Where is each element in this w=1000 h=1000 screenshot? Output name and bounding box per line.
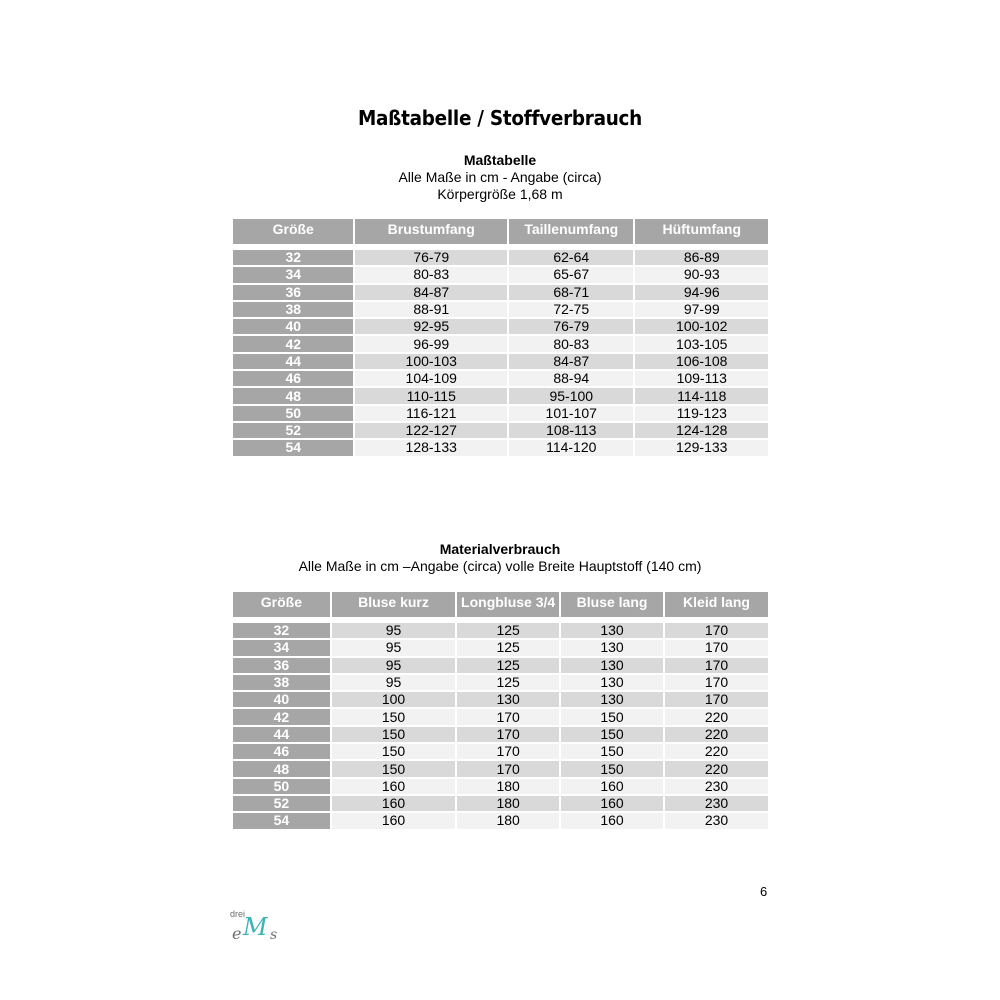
table-row — [233, 302, 768, 317]
measure-value-cell: 104-109 — [355, 371, 507, 386]
measure-value-cell: 124-128 — [635, 423, 768, 438]
material-value-cell: 170 — [665, 623, 768, 638]
material-size-cell: 50 — [233, 779, 330, 794]
table-row — [233, 267, 768, 282]
material-value-cell: 230 — [665, 813, 768, 828]
table-row — [233, 727, 768, 742]
table-row — [233, 692, 768, 707]
measure-value-cell: 95-100 — [509, 388, 633, 403]
measure-value-cell: 68-71 — [509, 285, 633, 300]
measure-size-cell: 32 — [233, 250, 353, 265]
logo-text-m: M — [243, 913, 268, 941]
material-value-cell: 170 — [457, 744, 559, 759]
measure-size-cell: 40 — [233, 319, 353, 334]
measure-value-cell: 114-120 — [509, 440, 633, 455]
measure-value-cell: 62-64 — [509, 250, 633, 265]
material-header-0: Größe — [233, 592, 330, 617]
measure-value-cell: 76-79 — [355, 250, 507, 265]
material-header-3: Bluse lang — [561, 592, 663, 617]
table-row — [233, 406, 768, 421]
measure-value-cell: 84-87 — [355, 285, 507, 300]
material-value-cell: 125 — [457, 658, 559, 673]
table-row — [233, 779, 768, 794]
material-value-cell: 220 — [665, 709, 768, 724]
material-value-cell: 160 — [332, 779, 455, 794]
material-value-cell: 130 — [561, 623, 663, 638]
material-value-cell: 95 — [332, 675, 455, 690]
material-size-cell: 52 — [233, 796, 330, 811]
measure-value-cell: 100-103 — [355, 354, 507, 369]
measure-value-cell: 122-127 — [355, 423, 507, 438]
material-section-heading-block — [0, 541, 1000, 575]
table-row — [233, 250, 768, 265]
measure-value-cell: 128-133 — [355, 440, 507, 455]
material-value-cell: 150 — [332, 744, 455, 759]
material-value-cell: 130 — [457, 692, 559, 707]
material-value-cell: 150 — [332, 761, 455, 776]
table-row — [233, 354, 768, 369]
measure-value-cell: 94-96 — [635, 285, 768, 300]
measure-value-cell: 65-67 — [509, 267, 633, 282]
material-value-cell: 220 — [665, 761, 768, 776]
measure-value-cell: 110-115 — [355, 388, 507, 403]
logo-text-s: s — [270, 927, 278, 943]
material-value-cell: 95 — [332, 658, 455, 673]
material-value-cell: 180 — [457, 779, 559, 794]
material-spacer — [233, 619, 768, 621]
measure-value-cell: 84-87 — [509, 354, 633, 369]
measure-value-cell: 76-79 — [509, 319, 633, 334]
measure-spacer — [233, 246, 768, 248]
material-value-cell: 170 — [665, 658, 768, 673]
measure-value-cell: 119-123 — [635, 406, 768, 421]
material-size-cell: 54 — [233, 813, 330, 828]
material-value-cell: 130 — [561, 675, 663, 690]
material-size-cell: 32 — [233, 623, 330, 638]
table-row — [233, 371, 768, 386]
table-row — [233, 675, 768, 690]
material-value-cell: 125 — [457, 623, 559, 638]
material-value-cell: 160 — [561, 779, 663, 794]
material-table — [231, 590, 770, 831]
table-row — [233, 388, 768, 403]
measure-size-cell: 48 — [233, 388, 353, 403]
measure-size-cell: 44 — [233, 354, 353, 369]
material-section-heading: Materialverbrauch — [439, 541, 561, 557]
measure-value-cell: 100-102 — [635, 319, 768, 334]
measure-header-1: Brustumfang — [355, 219, 507, 244]
table-row — [233, 336, 768, 351]
material-value-cell: 150 — [561, 727, 663, 742]
measure-value-cell: 129-133 — [635, 440, 768, 455]
table-row — [233, 796, 768, 811]
measure-value-cell: 86-89 — [635, 250, 768, 265]
material-value-cell: 180 — [457, 813, 559, 828]
measure-value-cell: 106-108 — [635, 354, 768, 369]
logo-text-e: e — [232, 924, 242, 943]
measure-value-cell: 108-113 — [509, 423, 633, 438]
material-value-cell: 220 — [665, 727, 768, 742]
measure-size-cell: 42 — [233, 336, 353, 351]
material-value-cell: 160 — [332, 796, 455, 811]
material-value-cell: 100 — [332, 692, 455, 707]
measure-size-cell: 52 — [233, 423, 353, 438]
measure-value-cell: 109-113 — [635, 371, 768, 386]
material-value-cell: 160 — [561, 813, 663, 828]
material-header-4: Kleid lang — [665, 592, 768, 617]
material-value-cell: 130 — [561, 658, 663, 673]
table-row — [233, 658, 768, 673]
material-value-cell: 180 — [457, 796, 559, 811]
measure-value-cell: 72-75 — [509, 302, 633, 317]
measure-size-cell: 34 — [233, 267, 353, 282]
measure-header-2: Taillenumfang — [509, 219, 633, 244]
material-size-cell: 46 — [233, 744, 330, 759]
table-row — [233, 813, 768, 828]
material-value-cell: 125 — [457, 675, 559, 690]
measure-section-body-height: Körpergröße 1,68 m — [437, 186, 563, 202]
material-value-cell: 160 — [561, 796, 663, 811]
table-row — [233, 423, 768, 438]
material-size-cell: 34 — [233, 640, 330, 655]
material-value-cell: 130 — [561, 640, 663, 655]
measure-value-cell: 114-118 — [635, 388, 768, 403]
measure-value-cell: 90-93 — [635, 267, 768, 282]
measure-value-cell: 80-83 — [509, 336, 633, 351]
table-row — [233, 319, 768, 334]
measure-size-cell: 46 — [233, 371, 353, 386]
measure-value-cell: 96-99 — [355, 336, 507, 351]
material-value-cell: 220 — [665, 744, 768, 759]
measure-value-cell: 88-94 — [509, 371, 633, 386]
measure-value-cell: 103-105 — [635, 336, 768, 351]
material-header-2: Longbluse 3/4 — [457, 592, 559, 617]
material-value-cell: 170 — [457, 761, 559, 776]
measure-size-cell: 54 — [233, 440, 353, 455]
measure-value-cell: 80-83 — [355, 267, 507, 282]
material-value-cell: 95 — [332, 640, 455, 655]
logo-text-drei: drei — [230, 909, 246, 919]
measure-header-0: Größe — [233, 219, 353, 244]
material-value-cell: 170 — [665, 692, 768, 707]
table-row — [233, 640, 768, 655]
material-size-cell: 48 — [233, 761, 330, 776]
material-value-cell: 95 — [332, 623, 455, 638]
measure-header-3: Hüftumfang — [635, 219, 768, 244]
measure-table — [231, 217, 770, 458]
material-value-cell: 150 — [332, 727, 455, 742]
measure-section-heading: Maßtabelle — [463, 152, 537, 168]
measure-value-cell: 101-107 — [509, 406, 633, 421]
material-value-cell: 130 — [561, 692, 663, 707]
table-row — [233, 285, 768, 300]
material-value-cell: 150 — [332, 709, 455, 724]
table-row — [233, 440, 768, 455]
material-value-cell: 150 — [561, 744, 663, 759]
measure-size-cell: 36 — [233, 285, 353, 300]
measure-value-cell: 92-95 — [355, 319, 507, 334]
material-value-cell: 170 — [665, 640, 768, 655]
table-row — [233, 744, 768, 759]
material-value-cell: 170 — [457, 709, 559, 724]
material-value-cell: 150 — [561, 761, 663, 776]
material-section-note: Alle Maße in cm –Angabe (circa) volle Breite Hauptstoff (140 cm) — [298, 558, 702, 574]
material-size-cell: 42 — [233, 709, 330, 724]
measure-value-cell: 116-121 — [355, 406, 507, 421]
material-size-cell: 40 — [233, 692, 330, 707]
material-value-cell: 170 — [665, 675, 768, 690]
material-size-cell: 38 — [233, 675, 330, 690]
measure-value-cell: 88-91 — [355, 302, 507, 317]
material-header-1: Bluse kurz — [332, 592, 455, 617]
measure-section-heading-block — [0, 152, 1000, 203]
page-title: Maßtabelle / Stoffverbrauch — [357, 106, 643, 130]
measure-size-cell: 38 — [233, 302, 353, 317]
material-value-cell: 230 — [665, 779, 768, 794]
material-value-cell: 125 — [457, 640, 559, 655]
measure-value-cell: 97-99 — [635, 302, 768, 317]
material-value-cell: 160 — [332, 813, 455, 828]
measure-section-note: Alle Maße in cm - Angabe (circa) — [398, 169, 602, 185]
table-row — [233, 709, 768, 724]
material-value-cell: 230 — [665, 796, 768, 811]
table-row — [233, 623, 768, 638]
table-row — [233, 761, 768, 776]
material-size-cell: 36 — [233, 658, 330, 673]
measure-size-cell: 50 — [233, 406, 353, 421]
material-size-cell: 44 — [233, 727, 330, 742]
material-value-cell: 150 — [561, 709, 663, 724]
dreiems-logo — [228, 905, 288, 945]
material-value-cell: 170 — [457, 727, 559, 742]
page-number: 6 — [760, 884, 768, 899]
